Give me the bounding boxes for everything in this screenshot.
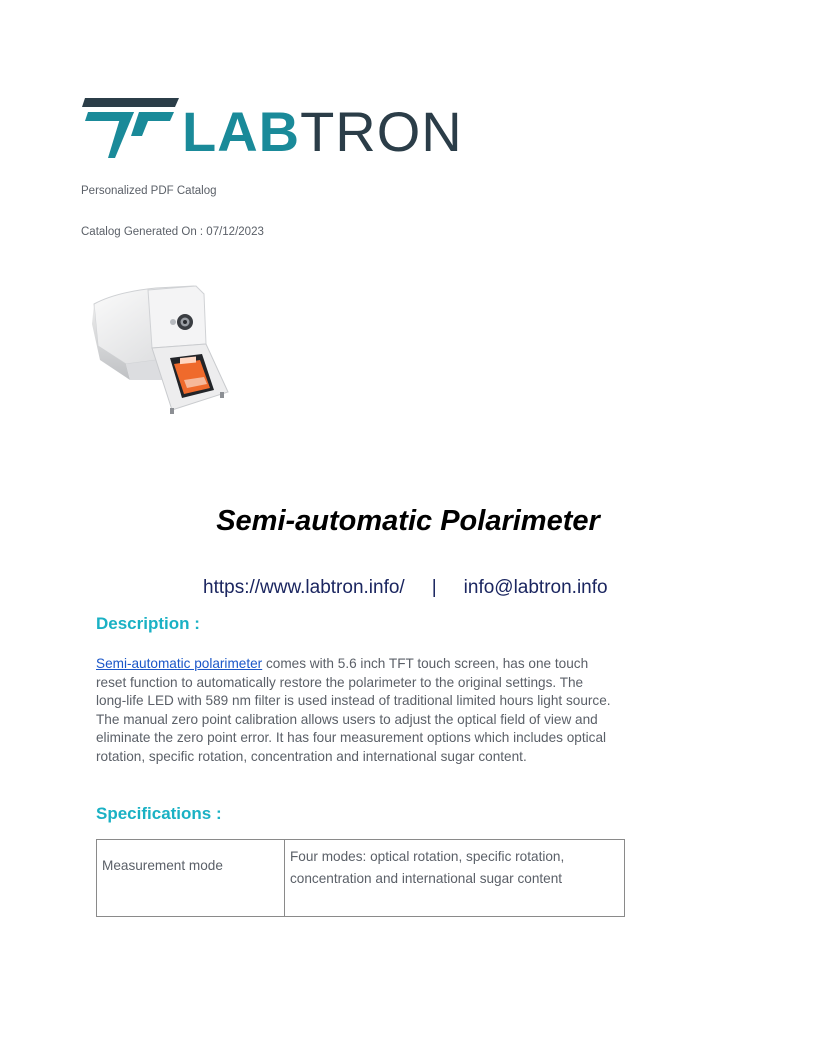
catalog-label: Personalized PDF Catalog — [81, 185, 217, 197]
labtron-logo — [82, 96, 462, 162]
website-link[interactable]: https://www.labtron.info/ — [203, 577, 405, 598]
spec-parameter: Measurement mode — [102, 858, 223, 873]
contact-line — [203, 577, 608, 599]
specifications-heading: Specifications : — [96, 804, 222, 823]
description-text — [96, 655, 616, 767]
specifications-table — [96, 839, 625, 917]
logo-wordmark — [182, 100, 463, 163]
contact-separator: | — [431, 577, 437, 598]
labtron-t-logo-icon — [82, 96, 180, 160]
polarimeter-product-image — [86, 284, 236, 424]
email-link[interactable]: info@labtron.info — [463, 577, 608, 598]
product-link[interactable]: Semi-automatic polarimeter — [96, 656, 263, 671]
logo-text-light: TRON — [300, 100, 463, 163]
description-heading: Description : — [96, 614, 200, 633]
logo-text-bold: LAB — [182, 100, 301, 163]
table-row — [97, 840, 625, 917]
description-body: comes with 5.6 inch TFT touch screen, has one touch reset function to automatically restore the polarimeter to the original settings. The long-life LED with 589 nm filter is used instead of traditional limited hours light source. The manual zero point calibration allows users to adjust the optical field of view and eliminate the zero point error. It has four measurement options which includes optical rotation, specific rotation, concentration and international sugar content. — [96, 656, 611, 764]
catalog-generated-date: Catalog Generated On : 07/12/2023 — [81, 226, 264, 238]
spec-value: Four modes: optical rotation, specific rotation, concentration and international sugar content — [290, 849, 565, 886]
product-title: Semi-automatic Polarimeter — [216, 505, 600, 537]
spec-value-cell — [285, 840, 625, 917]
spec-parameter-cell — [97, 840, 285, 917]
